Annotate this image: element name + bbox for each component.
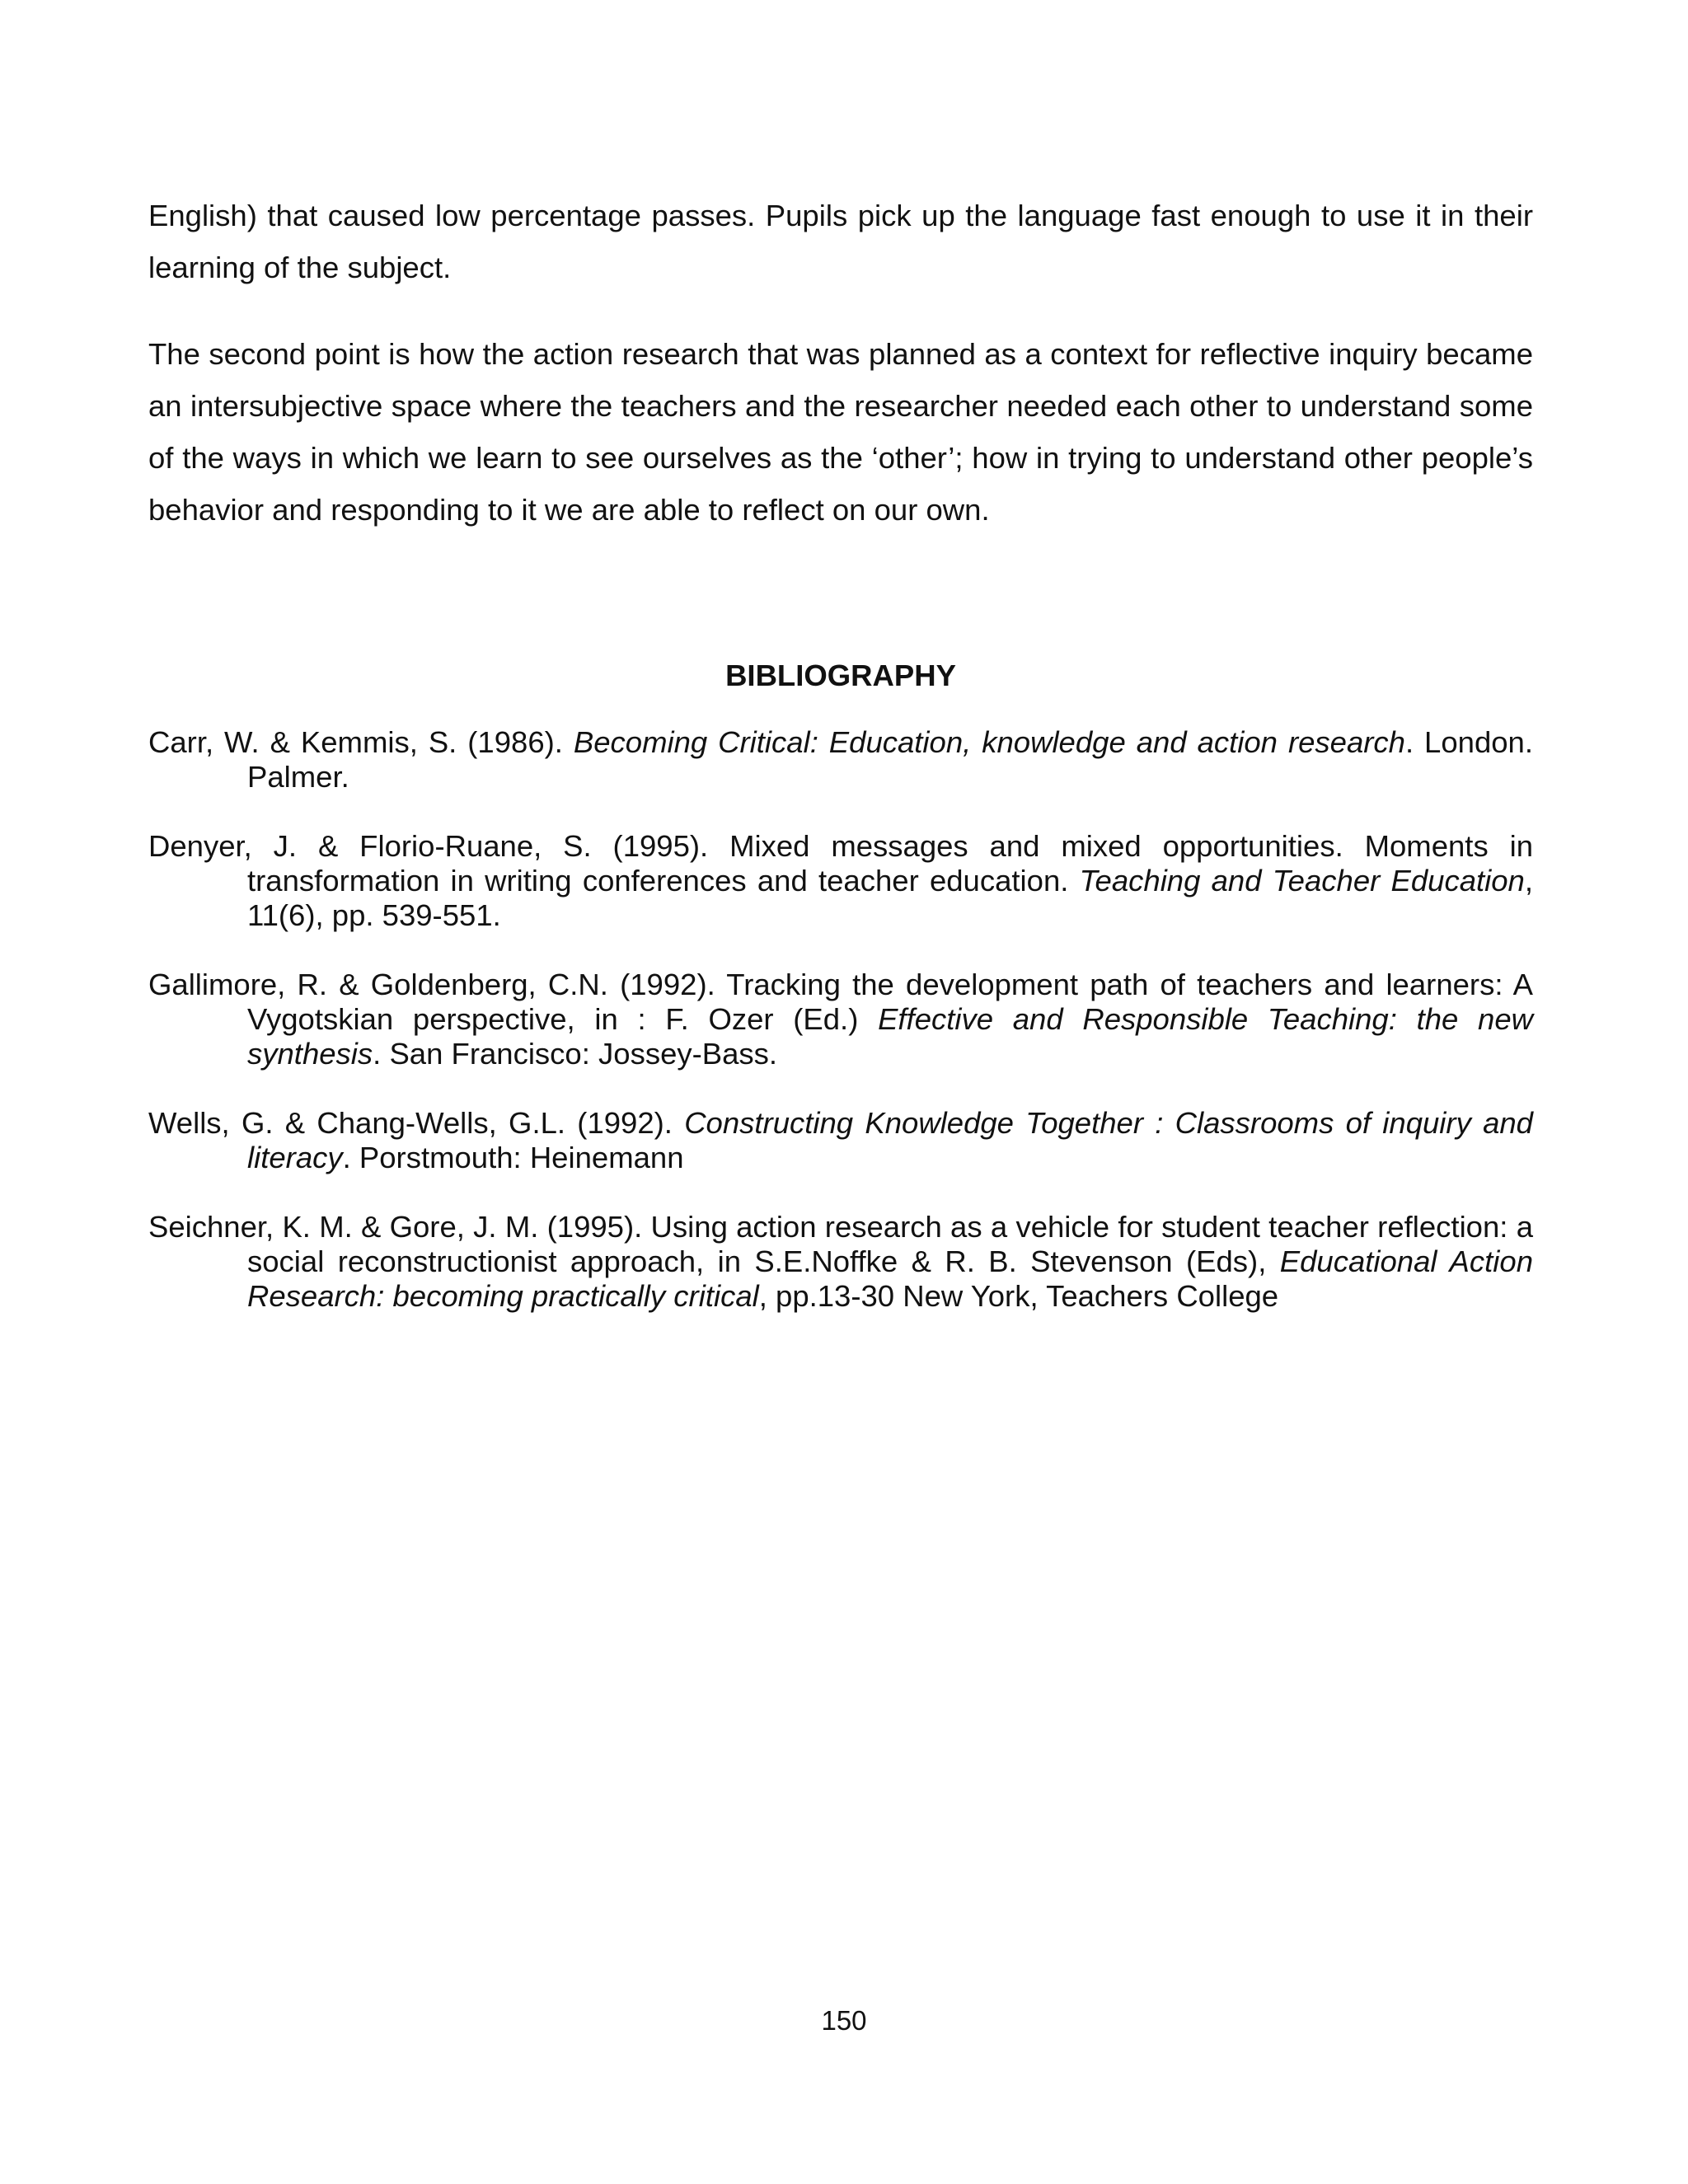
entry-title: Effective and Responsible Teaching: the new synthesis (247, 1002, 1533, 1071)
bibliography-entry (148, 1210, 1533, 1314)
entry-authors: Carr, W. & Kemmis, S. (1986). (148, 725, 574, 759)
entry-title: Teaching and Teacher Education (1079, 864, 1525, 898)
entry-authors: Wells, G. & Chang-Wells, G.L. (1992). (148, 1106, 685, 1140)
paragraph: English) that caused low percentage passes. Pupils pick up the language fast enough to use it in their learning of the subject. (148, 199, 1533, 284)
bibliography-entry (148, 968, 1533, 1071)
entry-publisher: , 11(6), pp. 539-551. (247, 864, 1534, 932)
entry-title: Becoming Critical: Education, knowledge and action research (573, 725, 1405, 759)
entry-title: Educational Action Research: becoming practically critical (247, 1244, 1533, 1313)
page-number: 150 (821, 2005, 867, 2036)
entry-publisher: , pp.13-30 New York, Teachers College (758, 1279, 1279, 1313)
bibliography-entry (148, 725, 1533, 794)
bibliography-entry (148, 1106, 1533, 1175)
entry-authors: Seichner, K. M. & Gore, J. M. (1995). Using action research as a vehicle for student teacher reflection: a social reconstructionist approach, in S.E.Noffke & R. B. Stevenson (Eds), (148, 1210, 1533, 1278)
entry-authors: Denyer, J. & Florio-Ruane, S. (1995). Mixed messages and mixed opportunities. Moments in transformation in writing conferences and teacher education. (148, 829, 1533, 898)
bibliography-heading: BIBLIOGRAPHY (725, 658, 956, 692)
entry-publisher: . San Francisco: Jossey-Bass. (373, 1037, 778, 1071)
bibliography-entry (148, 829, 1533, 933)
entry-authors: Gallimore, R. & Goldenberg, C.N. (1992). Tracking the development path of teachers and learners: A Vygotskian perspective, in : F. Ozer (Ed.) (148, 968, 1533, 1036)
entry-publisher: . London. Palmer. (247, 725, 1533, 794)
bibliography-list (148, 725, 1533, 1314)
paragraph: The second point is how the action research that was planned as a context for reflective inquiry became an intersubjective space where the teachers and the researcher needed each other to understand some of the ways in which we learn to see ourselves as the ‘other’; how in trying to understand other people’s behavior and responding to it we are able to reflect on our own. (148, 337, 1533, 527)
entry-title: Constructing Knowledge Together : Classrooms of inquiry and literacy (247, 1106, 1533, 1174)
entry-publisher: . Porstmouth: Heinemann (342, 1141, 684, 1174)
